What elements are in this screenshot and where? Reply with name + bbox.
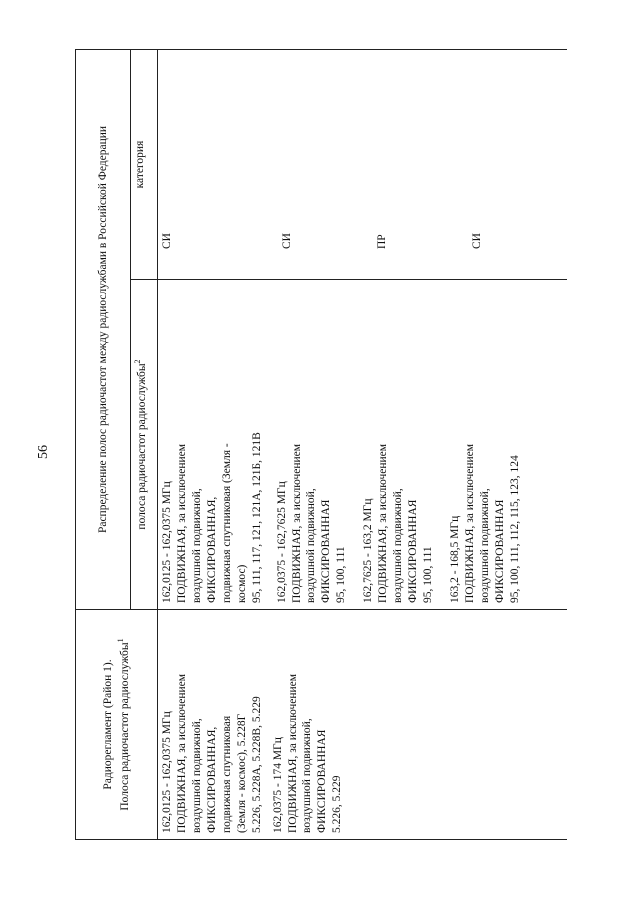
col1-line: 162,0125 - 162,0375 МГц: [161, 711, 173, 833]
col1-line: (Земля - космос), 5.228Г: [235, 713, 248, 833]
col2-line: ПОДВИЖНАЯ, за исключением: [377, 443, 390, 603]
col2-line: 162,7625 - 163,2 МГц: [362, 498, 375, 603]
category-value: ПР: [376, 234, 388, 249]
col1-line: ФИКСИРОВАННАЯ,: [205, 726, 218, 833]
col1-line: ФИКСИРОВАННАЯ: [316, 729, 329, 833]
col2-line: ПОДВИЖНАЯ, за исключением: [290, 443, 303, 603]
col1-line: ПОДВИЖНАЯ, за исключением: [175, 673, 188, 833]
col2-entry: [361, 286, 436, 603]
col1-header-line2: Полоса радиочастот радиослужбы: [118, 642, 131, 811]
col1-line: 162,0375 - 174 МГц: [271, 737, 284, 833]
col1-body: [158, 610, 568, 840]
col23-header: Распределение полос радиочастот между радиослужбами в Российской Федерации: [76, 50, 131, 610]
col2-line: космос): [235, 564, 248, 603]
col2-line: воздушной подвижной,: [478, 488, 491, 603]
col2-line: воздушной подвижной,: [190, 488, 203, 603]
col1-line: подвижная спутниковая: [220, 715, 233, 833]
rotated-table-container: [75, 50, 521, 840]
col1-line: ПОДВИЖНАЯ, за исключением: [286, 673, 299, 833]
col2-line: 95, 100, 111: [422, 546, 434, 603]
col2-line: подвижная спутниковая (Земля -: [220, 443, 233, 603]
col2-line: 95, 111, 117, 121, 121А, 121Б, 121В: [250, 432, 263, 603]
col1-line: воздушной подвижной,: [301, 718, 314, 833]
col1-header-sup: 1: [115, 638, 125, 643]
col2-line: воздушной подвижной,: [305, 488, 318, 603]
col2-line: 163,2 - 168,5 МГц: [448, 515, 461, 603]
category-value: СИ: [281, 233, 293, 249]
col1-header: [76, 610, 158, 840]
col2-header-text: полоса радиочастот радиослужбы: [135, 363, 148, 530]
col2-line: ФИКСИРОВАННАЯ: [493, 499, 506, 603]
col1-line: воздушной подвижной,: [190, 718, 203, 833]
category-value: СИ: [471, 233, 483, 249]
category-value: СИ: [161, 233, 173, 249]
col1-header-line1: Радиорегламент (Район 1).: [101, 659, 114, 790]
col1-entry: [160, 616, 265, 833]
col2-line: ПОДВИЖНАЯ, за исключением: [463, 443, 476, 603]
col1-line: 5.226, 5.228А, 5.228В, 5.229: [250, 696, 263, 833]
col2-entry: [275, 286, 350, 603]
col2-line: ФИКСИРОВАННАЯ: [407, 499, 420, 603]
col1-line: 5.226, 5.229: [331, 775, 344, 833]
col2-line: 162,0375 - 162,7625 МГц: [275, 481, 288, 603]
col2-line: ФИКСИРОВАННАЯ,: [205, 496, 218, 603]
col3-header: категория: [131, 50, 158, 280]
col2-line: воздушной подвижной,: [392, 488, 405, 603]
col2-header: [131, 280, 158, 610]
col2-line: ПОДВИЖНАЯ, за исключением: [175, 443, 188, 603]
col2-body: [158, 280, 568, 610]
col2-entry: [160, 286, 265, 603]
col2-entry: [448, 286, 523, 603]
frequency-allocation-table: [75, 49, 567, 840]
col2-line: 162,0125 - 162,0375 МГц: [161, 481, 173, 603]
page-number: 56: [36, 445, 51, 459]
col2-line: 95, 100, 111, 112, 115, 123, 124: [508, 455, 521, 603]
col2-header-sup: 2: [133, 359, 142, 364]
col3-body: [158, 50, 568, 280]
col2-line: 95, 100, 111: [335, 546, 348, 603]
col2-line: ФИКСИРОВАННАЯ: [320, 499, 333, 603]
col1-entry: [271, 616, 346, 833]
